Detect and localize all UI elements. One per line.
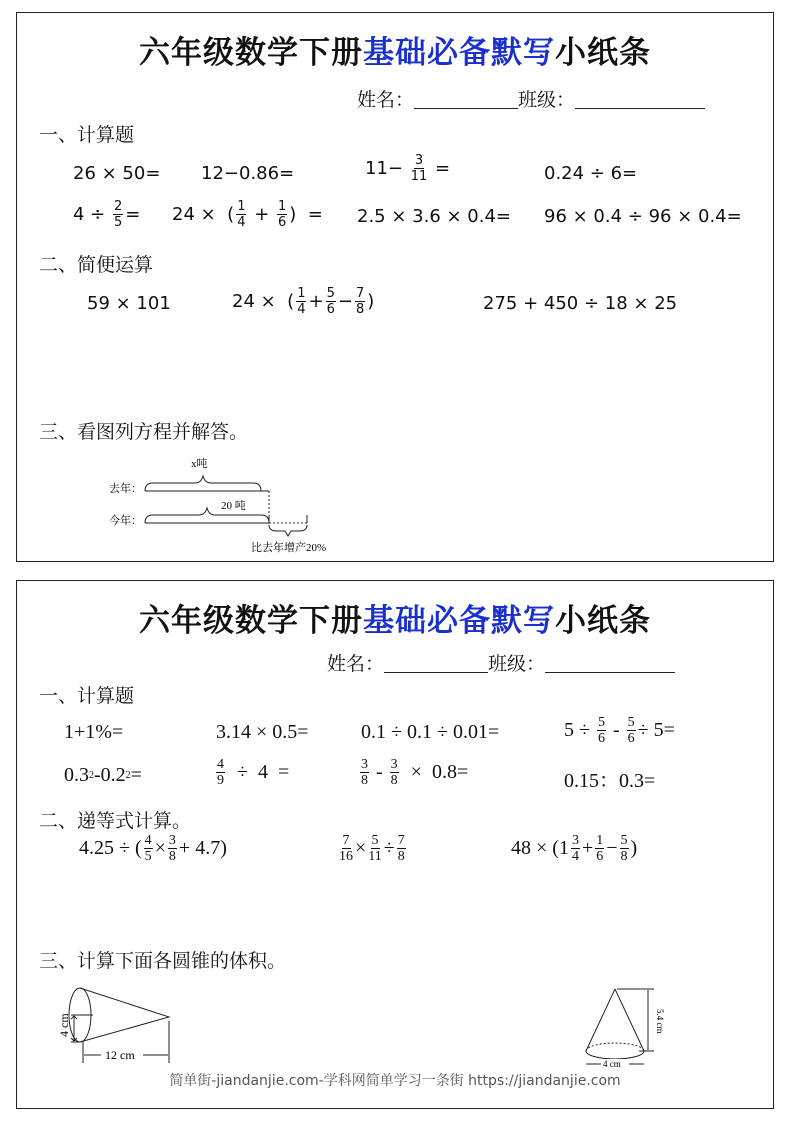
expr-text: 275 + 450 ÷ 18 × 25 [483,293,678,314]
numerator: 3 [168,833,176,848]
name-blank[interactable] [384,672,488,673]
cone-figure-2 [577,979,667,1074]
fraction [144,833,153,864]
expr-text: + 4.7) [178,837,227,859]
fraction [168,833,177,864]
title-part: 六年级数学下册 [139,35,363,71]
expr-text: 0.3 [64,764,89,786]
name-label: 姓名： [357,89,415,111]
expr-text: ÷ [383,837,395,859]
denominator: 6 [278,215,287,230]
class-blank[interactable] [575,108,705,109]
numerator: 1 [596,833,604,848]
last-year-label: 去年： [109,483,142,495]
cone2-diameter-label: 4 cm [603,1059,621,1069]
expr-text: − [606,837,618,859]
fraction [113,199,123,230]
twenty-ton-label: 20 吨 [221,500,246,512]
fraction [296,286,306,317]
denominator: 5 [144,849,152,864]
expr-text: = [130,764,142,786]
numerator: 5 [371,833,379,848]
expr-text: 1+1%= [64,721,124,743]
denominator: 8 [361,773,368,788]
section-heading: 二、简便运算 [39,254,154,276]
math-expression [232,286,374,317]
math-expression [361,721,499,744]
exponent: 2 [125,770,131,781]
section-heading: 三、看图列方程并解答。 [39,421,249,443]
denominator: 4 [297,302,306,317]
title-part: 小纸条 [555,35,651,71]
denominator: 8 [355,302,365,317]
class-blank[interactable] [545,672,675,673]
exponent: 2 [89,770,94,781]
expr-text: 26 × 50= [73,163,161,184]
expr-text: + [248,204,275,225]
fraction [277,199,287,230]
math-expression [216,721,309,744]
title-highlight: 基础必备默写 [363,35,555,71]
numerator: 5 [326,286,335,301]
expr-text: + [581,837,594,859]
denominator: 8 [390,773,398,788]
expr-text: 2.5 × 3.6 × 0.4= [357,206,512,227]
section-heading: 一、计算题 [39,124,135,146]
worksheet-card-2 [16,580,774,1109]
math-expression [544,206,742,227]
class-label: 班级： [488,653,546,675]
fraction [597,715,606,746]
denominator: 4 [237,215,246,230]
name-label: 姓名： [327,653,385,675]
numerator: 1 [297,286,306,301]
name-blank[interactable] [414,108,518,109]
equation-diagram [103,453,353,553]
section-heading: 三、计算下面各圆锥的体积。 [39,950,287,972]
cone1-height-label: 12 cm [105,1048,135,1062]
numerator: 5 [597,715,605,730]
expr-text: = [125,204,141,225]
expr-text: 4 ÷ [73,204,111,225]
cone2-height-label: 5.4 cm [655,1009,665,1034]
numerator: 4 [144,833,152,848]
fraction [360,757,369,788]
class-label: 班级： [518,89,576,111]
expr-text: 24 × ( [172,204,235,225]
math-expression [564,715,675,746]
cone1-radius-label: 4 cm [57,1013,71,1037]
name-class-line [357,85,705,112]
expr-text: × [154,837,166,859]
numerator: 5 [620,833,628,848]
expr-text: × [355,837,367,859]
numerator: 7 [355,286,365,301]
math-expression [87,293,171,314]
x-ton-label: x吨 [191,458,208,470]
numerator: 7 [342,833,350,848]
math-expression [564,764,655,793]
this-year-label: 今年： [109,515,142,527]
math-expression [365,153,450,184]
numerator: 3 [414,153,424,168]
section-heading: 一、计算题 [39,685,135,707]
increase-label: 比去年增产20% [251,542,327,553]
numerator: 2 [113,199,123,214]
expr-text: + [308,291,324,312]
denominator: 6 [597,731,605,746]
expr-text: 0.1 ÷ 0.1 ÷ 0.01= [361,721,500,743]
expr-text: 0.15：0.3= [564,770,656,792]
expr-text: 96 × 0.4 ÷ 96 × 0.4= [544,206,742,227]
numerator: 7 [397,833,405,848]
math-expression [483,293,677,314]
denominator: 9 [217,773,224,788]
math-expression [201,163,294,184]
numerator: 3 [361,757,368,772]
numerator: 3 [571,833,579,848]
title-part: 小纸条 [555,603,651,639]
expr-text: - [371,761,388,783]
expr-text: -0.2 [94,764,126,786]
expr-text: 24 × ( [232,291,295,312]
expr-text: ) [630,837,638,859]
expr-text: - [607,719,625,741]
math-expression [214,757,289,788]
expr-text: 0.24 ÷ 6= [544,163,638,184]
expr-text: 59 × 101 [87,293,171,314]
denominator: 8 [397,849,405,864]
math-expression [544,163,637,184]
math-expression [64,721,123,744]
expr-text: 11− [365,158,409,179]
fraction [236,199,246,230]
numerator: 4 [217,757,224,772]
math-expression [172,199,323,230]
expr-text: ) = [289,204,323,225]
expr-text: ) [367,291,375,312]
title-highlight: 基础必备默写 [363,603,555,639]
expr-text: 12−0.86= [201,163,295,184]
fraction [326,286,336,317]
worksheet-title [17,27,773,72]
title-part: 六年级数学下册 [139,603,363,639]
fraction [627,715,636,746]
fraction [355,286,365,317]
denominator: 4 [571,849,579,864]
name-class-line [327,649,675,676]
denominator: 8 [620,849,628,864]
expr-text: × 0.8= [400,761,469,783]
math-expression [79,833,227,864]
denominator: 6 [326,302,335,317]
expr-text: − [337,291,353,312]
denominator: 11 [410,169,428,184]
cone-figure-1 [57,979,217,1069]
fraction [216,757,225,788]
fraction [411,153,428,184]
numerator: 5 [627,715,635,730]
fraction [571,833,580,864]
denominator: 6 [627,731,635,746]
numerator: 3 [390,757,398,772]
math-expression [357,206,511,227]
expr-text: 3.14 × 0.5= [216,721,309,743]
fraction [368,833,381,864]
fraction [595,833,604,864]
footer-watermark: 简单街-jiandanjie.com-学科网简单学习一条街 https://jiandanjie.com [169,1073,621,1089]
numerator: 1 [278,199,287,214]
expr-text: 5 ÷ [564,719,595,741]
denominator: 5 [113,215,123,230]
expr-text: 4.25 ÷ ( [79,837,142,859]
denominator: 16 [339,849,353,864]
denominator: 8 [168,849,176,864]
expr-text: = [429,158,451,179]
section-heading: 二、递等式计算。 [39,810,192,832]
fraction [620,833,629,864]
math-expression [358,757,468,788]
math-expression [73,199,140,230]
worksheet-card-1 [16,12,774,562]
math-expression [337,833,408,864]
expr-text: ÷ 5= [637,719,675,741]
denominator: 6 [596,849,604,864]
fraction [339,833,353,864]
fraction [397,833,406,864]
expr-text: ÷ 4 = [227,761,290,783]
math-expression [64,764,142,787]
numerator: 1 [237,199,246,214]
math-expression [511,833,637,864]
worksheet-title [17,595,773,640]
fraction [390,757,399,788]
denominator: 11 [368,849,382,864]
expr-text: 48 × (1 [511,837,569,859]
math-expression [73,163,160,184]
